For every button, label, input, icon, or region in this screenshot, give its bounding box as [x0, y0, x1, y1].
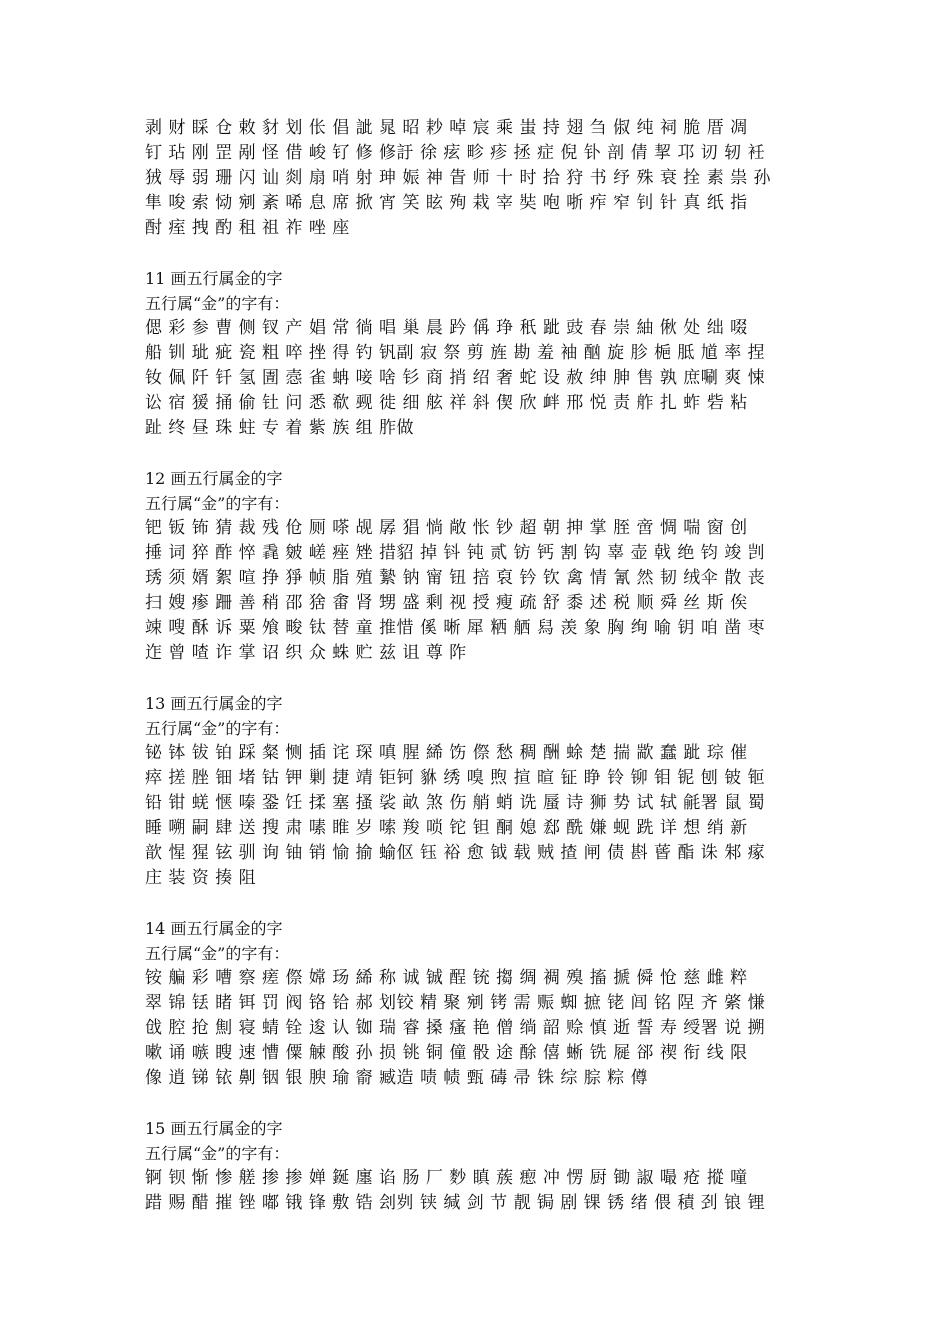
section-heading: 15 画五行属金的字: [145, 1119, 283, 1138]
character-line: 偲 彩 参 曹 侧 钗 产 娼 常 徜 唱 巢 晨 趻 偁 琤 秖 跐 豉 春 崇 紬 偢 处 绌 啜: [145, 318, 748, 338]
character-line: 船 钏 玼 疵 瓷 粗 啐 挫 得 钓 钒副 寂 祭 剪 旌 勘 羞 袖 酗 旋 胗 梔 胝 馗 率 捏: [145, 343, 766, 363]
character-line: 酎 痓 拽 酌 租 祖 祚 唑 座: [145, 218, 350, 238]
paragraph-gap: [145, 241, 815, 266]
character-line: 瘁 搓 脞 钿 堵 钴 钾 剿 捷 靖 钜钶 貅 绣 嗅 煦 揎 暄 钲 睁 铃 铆 钼 铌 刨 铍 钷: [145, 768, 766, 788]
character-line: 铋 钵 钹 铂 踩 粲 恻 插 诧 琛 嗔 腥 絺 饬 傺 愁 稠 酬 蜍 楚 揣 歂 蠢 跐 琮 催: [145, 743, 748, 763]
character-line: 趾 终 昼 珠 蛀 专 着 紫 族 组 胙做: [145, 418, 415, 438]
character-line: 隼 唆 索 恸 剜 紊 唏 息 席 掀 宵 笑 眩 殉 栽 宰 奘 咆 哳 痄 窄 钊 针 真 纸 指: [145, 193, 748, 213]
paragraph-gap: [145, 1091, 815, 1116]
paragraph-gap: [145, 666, 815, 691]
character-line: 钕 佩 阡 钎 氢 圊 悫 雀 蚺 唼 啥 钐 商 捎 绍 奢 蛇 设 赦 绅 胂 售 孰 庶唰 爽 悚: [145, 368, 766, 388]
character-line: 翠 锦 铥 睹 铒 罚 阀 铬 铪 郝 划铰 精 聚 剜 铐 需 赈 蜘 摭 铑 闾 铭 陧 齐 綮 慊: [145, 993, 766, 1013]
character-line: 钉 玷 刚 罡 剐 怪 借 峻 钌 修 修訏 徐 痃 畛 疹 拯 症 倪 钋 剖 倩 挈 邛 讱 轫 衽: [145, 143, 766, 163]
character-line: 踖 赐 醋 摧 锉 嘟 锇 锋 敷 锆 刽刿 铗 缄 剑 节 靓 锔 剧 锞 锈 绪 偎 積 刭 锒 锂: [145, 1193, 766, 1213]
character-line: 竦 嗖 酥 诉 粟 飧 畯 钛 替 童 推惜 傒 晰 犀 粞 舾 舄 羡 象 胸 绚 喻 钥 咱 凿 枣: [145, 618, 766, 638]
section-heading: 13 画五行属金的字: [145, 694, 283, 713]
character-line: 讼 宿 猨 捅 偷 钍 问 悉 欷 觋 徙 细 舷 祥 斜 偰 欣 衅 邢 悦 责 舴 扎 蚱 砦 粘: [145, 393, 748, 413]
character-line: 铅 钳 蜣 惬 嗪 銎 饪 揉 塞 搔 裟 畝 煞 伤 艄 蛸 诜 蜃 诗 狮 势 试 轼 毹署 鼠 蜀: [145, 793, 766, 813]
section-subheading: 五行属“金”的字有：: [145, 1144, 290, 1163]
character-line: 像 逍 锑 铱 劓 铟 银 腴 瑜 窬 臧造 啧 帻 甄 碡 帚 铢 综 腙 粽 僔: [145, 1068, 649, 1088]
character-line: 扫 嫂 瘆 跚 善 稍 邵 猞 畬 肾 甥 盛 剩 视 授 瘦 疏 舒 黍 述 税 顺 舜 丝 斯 俟: [145, 593, 748, 613]
section-subheading: 五行属“金”的字有：: [145, 294, 290, 313]
character-line: 锕 钡 惭 惨 艖 掺 掺 婵 鋋 廛 谄 肠 厂 麨 瞋 蔟 瘛 冲 愣 厨 锄 諔 嘬 疮 摐 噇: [145, 1168, 748, 1188]
character-line: 狨 辱 弱 珊 闪 讪 剡 扇 哨 射 珅 娠 神 眚 师 十 时 拾 狩 书 纾 殊 衰 拴 素 祟 孙: [145, 168, 771, 188]
paragraph-gap: [145, 441, 815, 466]
character-line: 嗽 诵 嗾 瞍 速 慒 僳 觫 酸 孙 损 铫 铜 僮 骰 途 酴 僖 蜥 铣 屣 郤 禊 衔 线 限: [145, 1043, 748, 1063]
section-heading: 12 画五行属金的字: [145, 469, 283, 488]
section-heading: 14 画五行属金的字: [145, 919, 283, 938]
paragraph-gap: [145, 891, 815, 916]
section-subheading: 五行属“金”的字有：: [145, 719, 290, 738]
character-line: 剥 财 睬 仓 敕 豺 划 伥 倡 訿 晁 昭 耖 啅 宸 乘 蚩 持 翅 刍 俶 纯 祠 脆 厝 凋: [145, 118, 748, 138]
character-line: 庄 装 资 揍 阻: [145, 868, 257, 888]
character-line: 迮 曾 喳 诈 掌 诏 织 众 蛛 贮 兹 诅 尊 阼: [145, 643, 467, 663]
character-line: 琇 须 婿 絮 喧 挣 猙 帧 脂 殖 縶 钠 甯 钮 掊 裒 钤 钦 禽 情 氰 然 韧 绒伞 散 丧: [145, 568, 766, 588]
character-line: 睡 嗍 嗣 肆 送 搜 肃 嗉 睢 岁 嗦 羧 唢 铊 钽 酮 媳 郄 酰 嫌 蚬 跣 详 想 绡 新: [145, 818, 748, 838]
character-line: 戗 腔 抢 劁 寝 蜻 铨 逡 认 铷 瑞 睿 搡 瘙 艳 僧 绱 韶 赊 慎 逝 誓 寿 绶署 说 搠: [145, 1018, 766, 1038]
document-page: [145, 116, 815, 1216]
section-subheading: 五行属“金”的字有：: [145, 494, 290, 513]
character-line: 钯 钣 钸 猜 裁 残 伧 厕 嗏 觇 孱 猖 惝 敞 怅 钞 超 朝 抻 掌 胵 啻 惆 喘 窗 创: [145, 518, 748, 538]
section-heading: 11 画五行属金的字: [145, 269, 283, 288]
character-line: 铵 艑 彩 嘈 察 瘥 傺 嫦 玚 絺 称 诚 铖 酲 铳 搊 绸 裯 殠 搐 搋 僢 怆 慈 雌 粹: [145, 968, 748, 988]
section-subheading: 五行属“金”的字有：: [145, 944, 290, 963]
character-line: 捶 词 猝 酢 悴 毳 皴 嵯 痤 矬 措貂 掉 钭 钝 贰 钫 钙 割 钩 辜 壶 戟 绝 钧 竣 剀: [145, 543, 766, 563]
character-line: 歆 惺 猩 铉 驯 询 铀 销 愉 揄 蝓伛 钰 裕 愈 钺 载 贼 揸 闸 债 斟 蒈 酯 诛 邾 瘃: [145, 843, 766, 863]
